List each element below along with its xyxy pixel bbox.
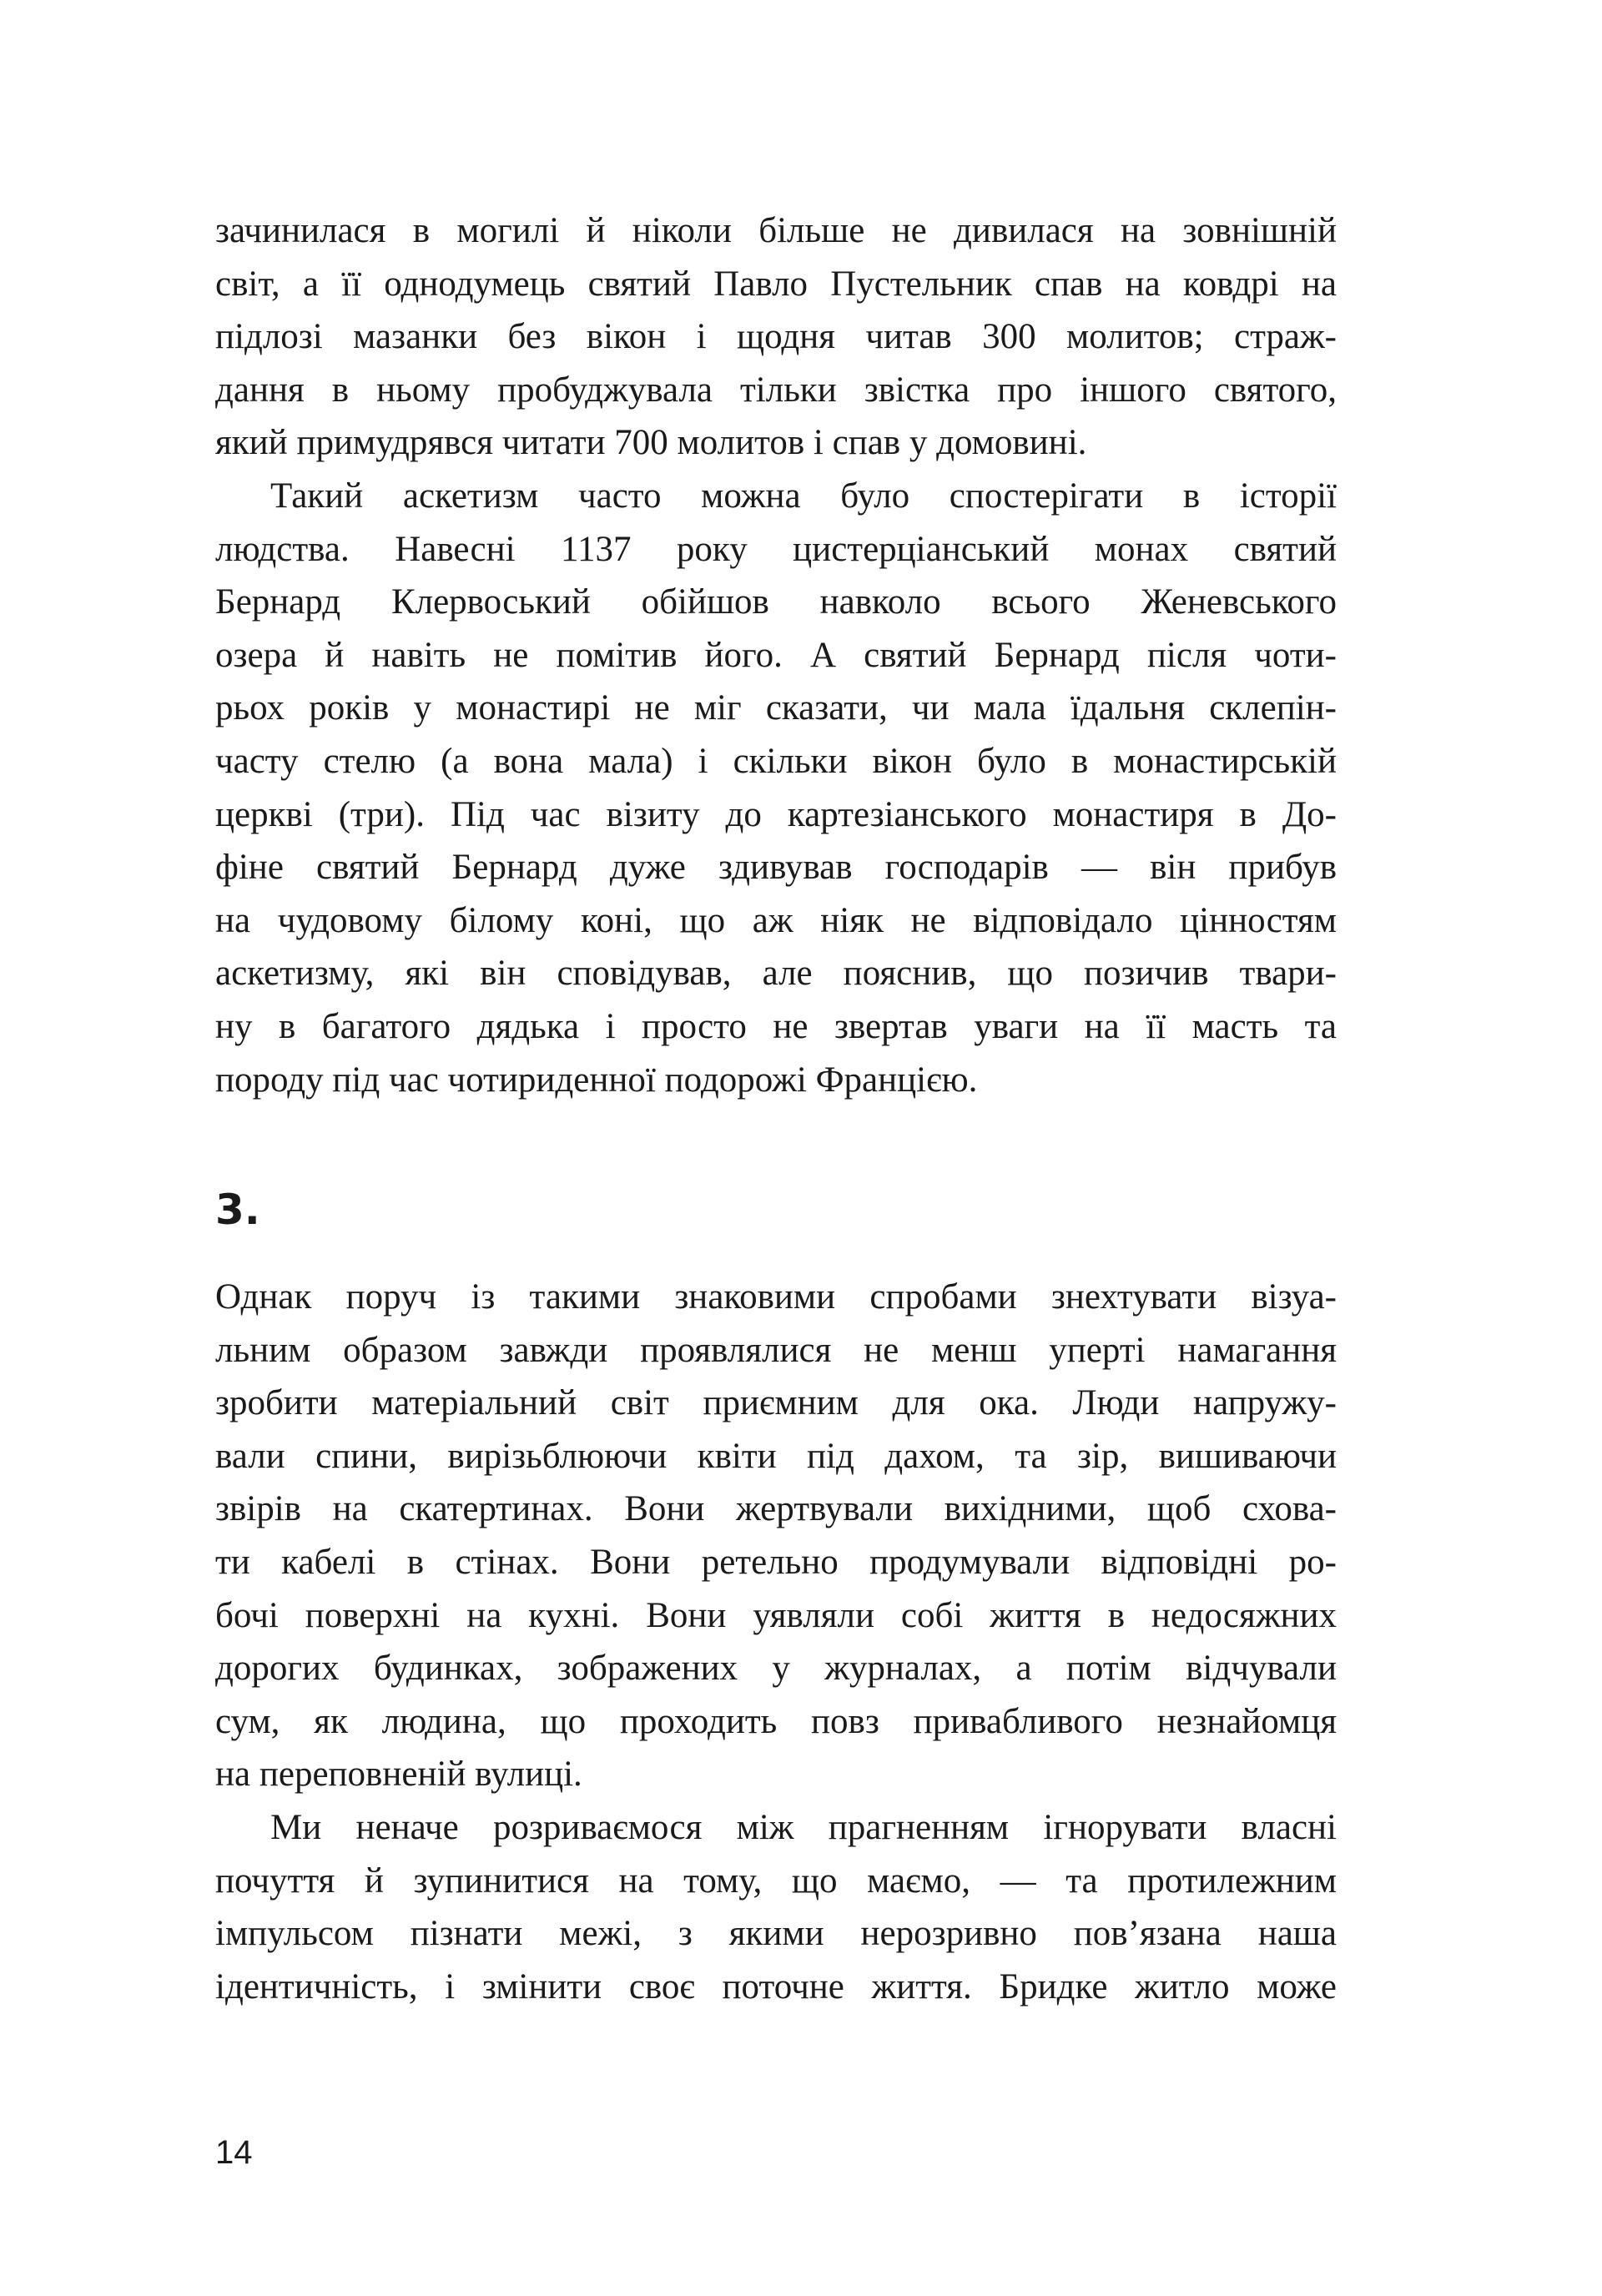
body-text-bottom	[215, 1271, 1337, 2013]
text-line: породу під час чотириденної подорожі Францією.	[215, 1060, 978, 1100]
text-line: льним образом завжди проявлялися не менш уперті намагання	[215, 1330, 1337, 1370]
text-line: підлозі мазанки без вікон і щодня читав 300 молитов; страж-	[215, 317, 1337, 357]
text-line: часту стелю (а вона мала) і скільки вікон було в монастирській	[215, 741, 1337, 781]
text-line: зачинилася в могилі й ніколи більше не дивилася на зовнішній	[215, 211, 1337, 250]
text-line: дорогих будинках, зображених у журналах, а потім відчували	[215, 1649, 1337, 1689]
text-line: імпульсом пізнати межі, з якими нерозривно пов’язана наша	[215, 1914, 1337, 1954]
text-line: фіне святий Бернард дуже здивував господарів — він прибув	[215, 848, 1337, 888]
text-line: церкві (три). Під час візиту до картезіанського монастиря в До-	[215, 794, 1337, 834]
text-line: на переповненій вулиці.	[215, 1755, 582, 1795]
text-line: світ, а її однодумець святий Павло Пустельник спав на ковдрі на	[215, 264, 1337, 304]
text-line: рьох років у монастирі не міг сказати, чи мала їдальня склепін-	[215, 688, 1337, 728]
section-heading: 3.	[215, 1186, 260, 1234]
text-line: аскетизму, які він сповідував, але пояснив, що позичив твари-	[215, 954, 1337, 994]
text-line: Такий аскетизм часто можна було спостерігати в історії	[270, 476, 1337, 516]
text-line: Бернард Клервоський обійшов навколо всього Женевського	[215, 582, 1337, 622]
body-text-top	[215, 204, 1337, 1106]
text-line: Ми неначе розриваємося між прагненням ігнорувати власні	[270, 1807, 1337, 1847]
text-line: людства. Навесні 1137 року цистерціанський монах святий	[215, 529, 1337, 569]
page-number: 14	[215, 2134, 253, 2171]
text-line: ну в багатого дядька і просто не звертав уваги на її масть та	[215, 1006, 1337, 1046]
text-line: на чудовому білому коні, що аж ніяк не відповідало цінностям	[215, 900, 1337, 940]
text-line: сум, як людина, що проходить повз привабливого незнайомця	[215, 1701, 1337, 1741]
text-line: ідентичність, і змінити своє поточне життя. Бридке житло може	[215, 1966, 1337, 2006]
text-line: озера й навіть не помітив його. А святий Бернард після чоти-	[215, 635, 1337, 675]
text-line: ти кабелі в стінах. Вони ретельно продумували відповідні ро-	[215, 1542, 1337, 1582]
text-line: почуття й зупинитися на тому, що маємо, — та протилежним	[215, 1860, 1337, 1901]
text-line: дання в ньому пробуджувала тільки звістка про іншого святого,	[215, 370, 1337, 410]
text-line: Однак поруч із такими знаковими спробами знехтувати візуа-	[215, 1277, 1337, 1317]
text-line: зробити матеріальний світ приємним для ока. Люди напружу-	[215, 1383, 1337, 1423]
text-line: який примудрявся читати 700 молитов і спав у домовині.	[215, 423, 1087, 463]
text-line: бочі поверхні на кухні. Вони уявляли собі життя в недосяжних	[215, 1595, 1337, 1635]
text-line: звірів на скатертинах. Вони жертвували вихідними, щоб схова-	[215, 1489, 1337, 1529]
text-line: вали спини, вирізьблюючи квіти під дахом, та зір, вишиваючи	[215, 1436, 1337, 1476]
